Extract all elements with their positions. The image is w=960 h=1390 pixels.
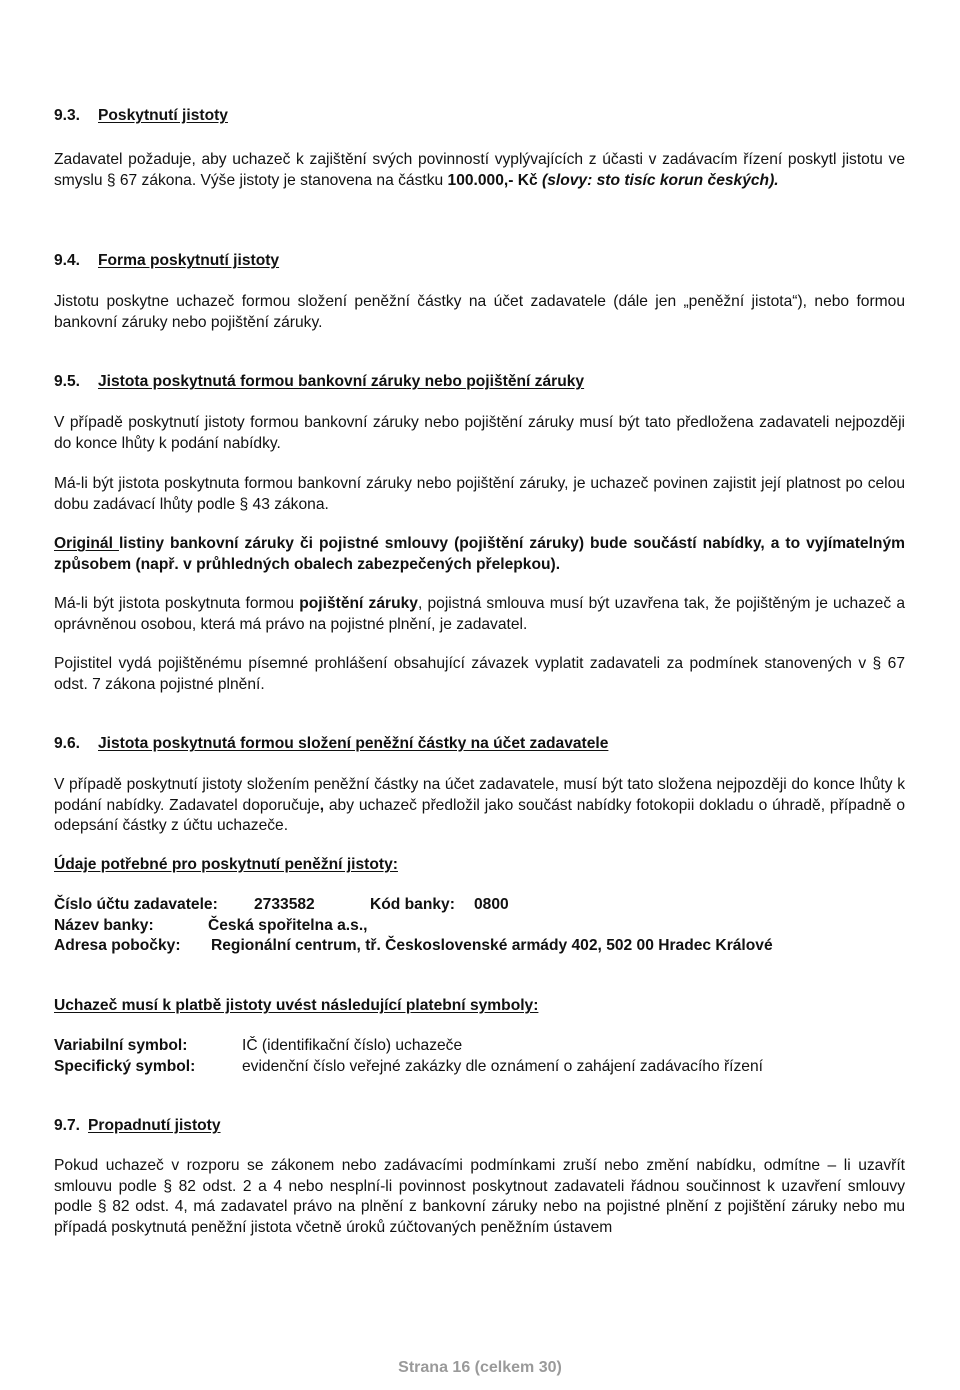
- specific-symbol-label: Specifický symbol:: [54, 1057, 196, 1075]
- section-title: Propadnutí jistoty: [88, 1117, 221, 1134]
- bank-details-heading: Údaje potřebné pro poskytnutí peněžní jistoty:: [54, 856, 398, 873]
- paragraph-original-note: [54, 534, 905, 575]
- account-label: Číslo účtu zadavatele:: [54, 896, 218, 913]
- amount: 100.000,- Kč: [447, 171, 538, 189]
- account-row: [54, 895, 905, 916]
- text: V případě poskytnutí jistoty složením peněžní částky na účet zadavatele, musí být tato složena nejpozději do konce lhůty k podání nabídky. Zadavatel doporučuje: [54, 776, 905, 814]
- section-title: Jistota poskytnutá formou bankovní záruky nebo pojištění záruky: [98, 373, 585, 390]
- section-number: 9.5.: [54, 373, 81, 390]
- paragraph: Pojistitel vydá pojištěnému písemné prohlášení obsahující závazek vyplatit zadavateli za podmínek stanovených v § 67 odst. 7 zákona pojistné plnění.: [54, 655, 905, 693]
- section-9-5-heading: [54, 372, 905, 393]
- text: aby uchazeč předložil jako součást nabídky fotokopii dokladu o úhradě, případně o odepsání částky z účtu uchazeče.: [54, 796, 905, 834]
- section-number: 9.6.: [54, 735, 81, 752]
- text: , pojistná smlouva musí být uzavřena tak, že pojištěným je uchazeč a oprávněnou osobou, která má právo na pojistné plnění, je zadavatel.: [54, 595, 906, 633]
- paragraph: Pokud uchazeč v rozporu se zákonem nebo zadávacími podmínkami zruší nebo změní nabídku, odmítne – li uzavřít smlouvu podle § 82 odst. 2 a 4 nebo nesplní-li povinnost poskytnout zadavateli řádnou součinnost k uzavření smlouvy podle § 82 odst. 4, má zadavatel právo na plnění z bankovní záruky nebo na pojistné plnění z pojištění záruky nebo mu případá poskytnutá peněžní jistota včetně úroků zúčtovaných peněžním ústavem: [54, 1157, 905, 1236]
- bold-text: pojištění záruky: [299, 595, 418, 612]
- variable-symbol-value: IČ (identifikační číslo) uchazeče: [242, 1037, 463, 1054]
- bank-code-value: 0800: [474, 896, 509, 913]
- text: ,: [319, 796, 325, 814]
- branch-row: [54, 936, 905, 957]
- account-value: 2733582: [254, 896, 315, 913]
- paragraph: [54, 150, 905, 191]
- specific-symbol-value: evidenční číslo veřejné zakázky dle oznámení o zahájení zadávacího řízení: [242, 1057, 763, 1075]
- amount-in-words: (slovy: sto tisíc korun českých).: [537, 171, 779, 189]
- payment-symbols: [54, 1036, 905, 1077]
- bank-code-label: Kód banky:: [370, 896, 455, 913]
- page-footer: Strana 16 (celkem 30): [398, 1359, 562, 1376]
- payment-symbols-heading: Uchazeč musí k platbě jistoty uvést následující platební symboly:: [54, 997, 539, 1014]
- bank-name-row: [54, 916, 905, 937]
- section-title: Poskytnutí jistoty: [98, 107, 228, 124]
- branch-value: Regionální centrum, tř. Československé armády 402, 502 00 Hradec Králové: [211, 937, 773, 954]
- variable-symbol-row: [54, 1036, 905, 1057]
- variable-symbol-label: Variabilní symbol:: [54, 1037, 188, 1054]
- specific-symbol-row: [54, 1057, 905, 1078]
- section-number: 9.3.: [54, 107, 81, 124]
- bank-name-value: Česká spořitelna a.s.,: [208, 916, 368, 934]
- text: Zadavatel požaduje, aby uchazeč k zajištění svých povinností vyplývajících z účasti v zadávacím řízení poskytl jistotu ve smyslu § 67 zákona. Výše jistoty je stanovena na částku: [54, 151, 905, 189]
- branch-label: Adresa pobočky:: [54, 937, 181, 954]
- paragraph: V případě poskytnutí jistoty formou bankovní záruky nebo pojištění záruky musí být tato předložena zadavateli nejpozději do konce lhůty k podání nabídky.: [54, 414, 905, 452]
- paragraph: Jistotu poskytne uchazeč formou složení peněžní částky na účet zadavatele (dále jen „peněžní jistota“), nebo formou bankovní záruky nebo pojištění záruky.: [54, 293, 905, 331]
- section-9-3-heading: [54, 106, 905, 127]
- underlined-text: Originál: [54, 535, 119, 552]
- section-number: 9.7.: [54, 1117, 81, 1134]
- text: Má-li být jistota poskytnuta formou: [54, 595, 300, 612]
- section-9-7-heading: [54, 1116, 905, 1137]
- bank-name-label: Název banky:: [54, 916, 154, 934]
- section-9-6-heading: [54, 734, 905, 755]
- text: listiny bankovní záruky či pojistné smlouvy (pojištění záruky) bude součástí nabídky, a to vyjímatelným způsobem (např. v průhledných obalech zabezpečených přelepkou).: [54, 535, 905, 573]
- section-number: 9.4.: [54, 252, 81, 269]
- bank-details: [54, 895, 905, 957]
- section-title: Forma poskytnutí jistoty: [98, 252, 280, 269]
- paragraph: [54, 775, 905, 837]
- paragraph: Má-li být jistota poskytnuta formou bankovní záruky nebo pojištění záruky, je uchazeč povinen zajistit její platnost po celou dobu zadávací lhůty podle § 43 zákona.: [54, 475, 905, 513]
- paragraph: [54, 594, 905, 635]
- section-9-4-heading: [54, 251, 905, 272]
- section-title: Jistota poskytnutá formou složení peněžní částky na účet zadavatele: [98, 735, 609, 752]
